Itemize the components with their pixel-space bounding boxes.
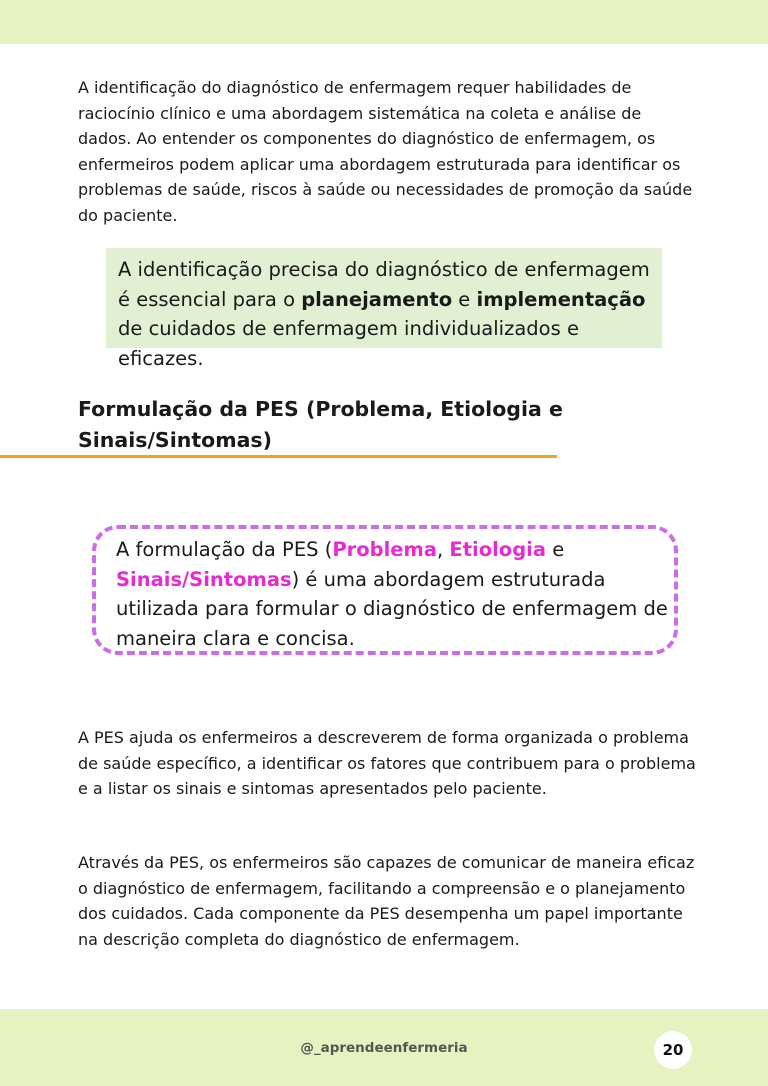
pes-purpose-paragraph: A PES ajuda os enfermeiros a descreverem de forma organizada o problema de saúde específico, a identificar os fatores que contribuem para o problema e a listar os sinais e sintomas apresentados pelo paciente. bbox=[78, 728, 696, 798]
top-band bbox=[0, 0, 768, 44]
callout-text-3: de cuidados de enfermagem individualizados e eficazes. bbox=[118, 317, 579, 370]
callout-bold-planning: planejamento bbox=[301, 287, 453, 311]
pes-sep-2: e bbox=[546, 538, 565, 561]
section-title: Formulação da PES (Problema, Etiologia e Sinais/Sintomas) bbox=[78, 397, 563, 452]
pes-term-sinais-sintomas: Sinais/Sintomas bbox=[116, 567, 292, 591]
pes-text-1: A formulação da PES ( bbox=[116, 538, 333, 561]
pes-text-2: ) é uma abordagem estruturada utilizada para formular o diagnóstico de enfermagem de maneira clara e concisa. bbox=[116, 567, 668, 650]
section-title-underline bbox=[0, 455, 557, 458]
pes-sep-1: , bbox=[436, 538, 450, 561]
intro-paragraph: A identificação do diagnóstico de enfermagem requer habilidades de raciocínio clínico e uma abordagem sistemática na coleta e análise de dados. Ao entender os componentes do diagnóstico de enfermagem, os enfermeiros podem aplicar uma abordagem estruturada para identificar os problemas de saúde, riscos à saúde ou necessidades de promoção da saúde do paciente. bbox=[78, 78, 693, 225]
callout-text-1: A identificação precisa do diagnóstico de enfermagem é essencial para o bbox=[118, 258, 650, 311]
callout-text-2: e bbox=[452, 287, 477, 311]
pes-communication-paragraph: Através da PES, os enfermeiros são capazes de comunicar de maneira eficaz o diagnóstico de enfermagem, facilitando a compreensão e o planejamento dos cuidados. Cada componente da PES desempenha um papel importante na descrição completa do diagnóstico de enfermagem. bbox=[78, 853, 695, 949]
pes-term-etiologia: Etiologia bbox=[449, 538, 546, 561]
key-point-callout bbox=[106, 248, 662, 370]
callout-bold-implementation: implementação bbox=[476, 287, 646, 311]
footer-handle: @_aprendeenfermeria bbox=[300, 1040, 468, 1056]
pes-term-problema: Problema bbox=[332, 538, 437, 561]
pes-definition-text bbox=[116, 535, 682, 653]
page-number: 20 bbox=[654, 1031, 692, 1069]
